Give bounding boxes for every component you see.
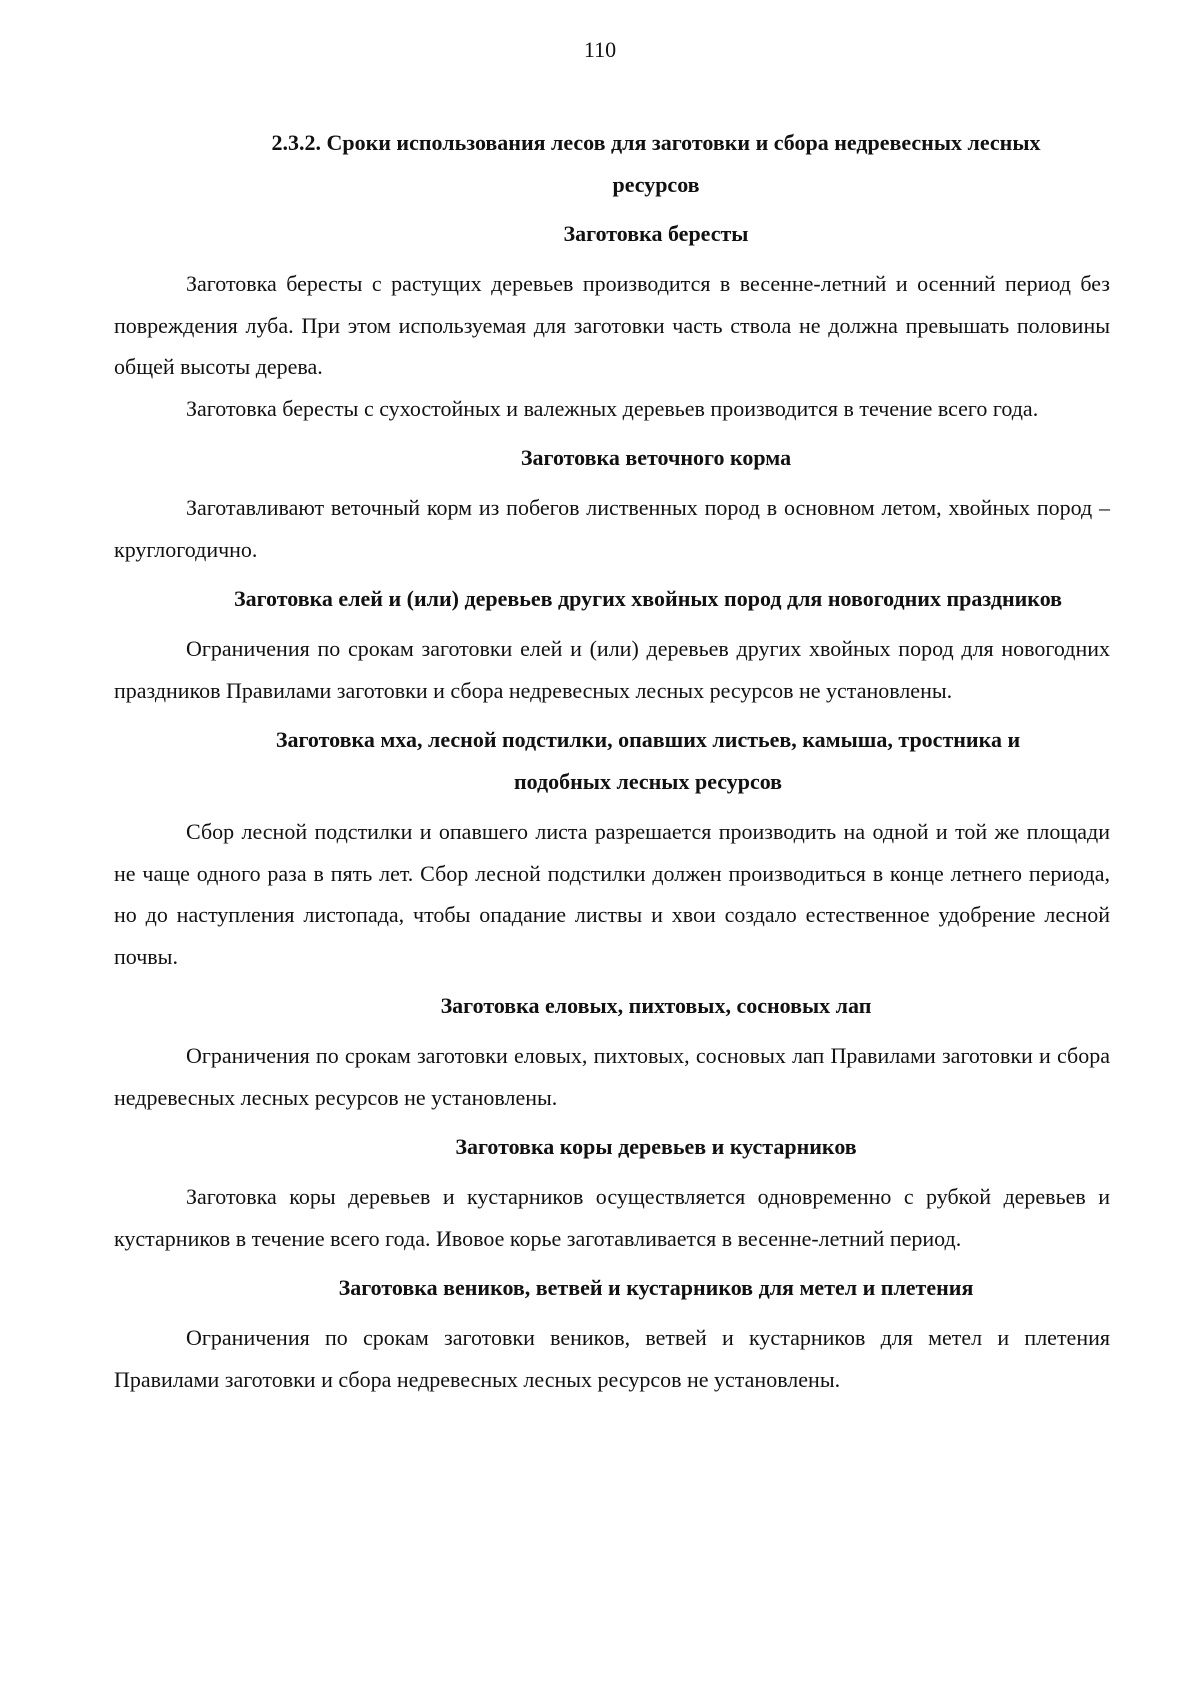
page-content bbox=[114, 122, 1110, 1400]
heading-branch-fodder: Заготовка веточного корма bbox=[520, 445, 792, 470]
heading-bark: Заготовка коры деревьев и кустарников bbox=[455, 1134, 857, 1159]
paragraph: Сбор лесной подстилки и опавшего листа разрешается производить на одной и той же площади не чаще одного раза в пять лет. Сбор лесной подстилки должен производиться в конце летнего периода, но до наступления листопада, чтобы опадание листвы и хвои создало естественное удобрение лесной почвы. bbox=[114, 819, 1110, 969]
heading-moss-litter: Заготовка мха, лесной подстилки, опавших листьев, камыша, тростника и подобных лесных ресурсов bbox=[275, 727, 1021, 794]
paragraph: Заготовка бересты с сухостойных и валежных деревьев производится в течение всего года. bbox=[186, 395, 1039, 421]
section-title: 2.3.2. Сроки использования лесов для заготовки и сбора недревесных лесных ресурсов bbox=[271, 130, 1041, 197]
paragraph: Ограничения по срокам заготовки веников, ветвей и кустарников для метел и плетения Правилами заготовки и сбора недревесных лесных ресурсов не установлены. bbox=[114, 1325, 1110, 1392]
paragraph: Заготавливают веточный корм из побегов лиственных пород в основном летом, хвойных пород – круглогодично. bbox=[114, 495, 1110, 562]
paragraph: Ограничения по срокам заготовки еловых, пихтовых, сосновых лап Правилами заготовки и сбора недревесных лесных ресурсов не установлены. bbox=[114, 1043, 1110, 1110]
paragraph: Ограничения по срокам заготовки елей и (или) деревьев других хвойных пород для новогодних праздников Правилами заготовки и сбора недревесных лесных ресурсов не установлены. bbox=[114, 636, 1110, 703]
page-number: 110 bbox=[583, 37, 617, 62]
heading-brooms-wicker: Заготовка веников, ветвей и кустарников для метел и плетения bbox=[338, 1275, 974, 1300]
heading-birch-bark: Заготовка бересты bbox=[563, 221, 749, 246]
heading-conifer-branches: Заготовка еловых, пихтовых, сосновых лап bbox=[440, 993, 872, 1018]
heading-new-year-trees: Заготовка елей и (или) деревьев других хвойных пород для новогодних праздников bbox=[233, 586, 1063, 611]
paragraph: Заготовка бересты с растущих деревьев производится в весенне-летний и осенний период без повреждения луба. При этом используемая для заготовки часть ствола не должна превышать половины общей высоты дерева. bbox=[114, 271, 1110, 379]
paragraph: Заготовка коры деревьев и кустарников осуществляется одновременно с рубкой деревьев и кустарников в течение всего года. Ивовое корье заготавливается в весенне-летний период. bbox=[114, 1184, 1110, 1251]
